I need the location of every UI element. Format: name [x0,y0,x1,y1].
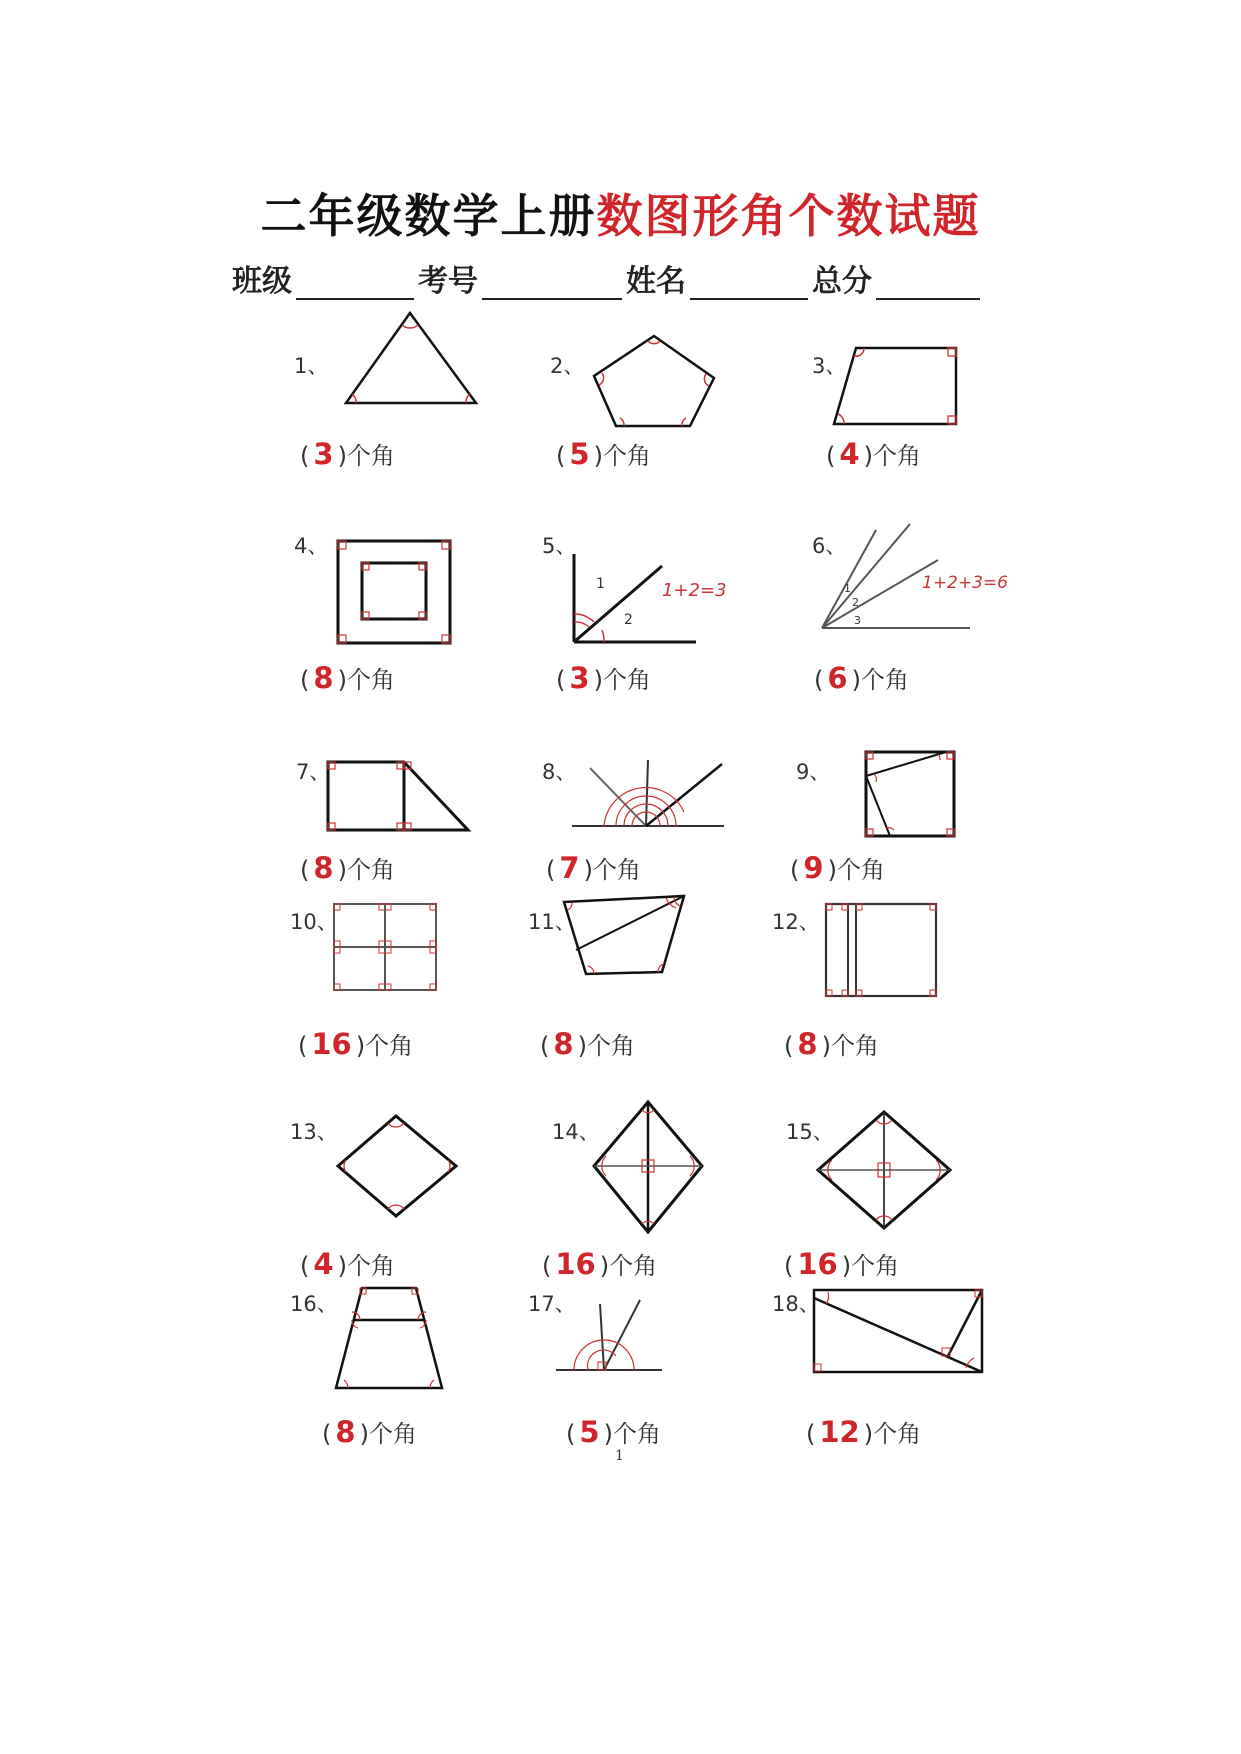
figure-rhombus-diagonals-2 [812,1108,956,1232]
question-number: 8、 [542,760,577,784]
worksheet-title [0,180,1241,246]
answer-line: ( 8 )个角 [322,1415,417,1449]
answer-value: 5 [569,437,590,471]
answer-line: ( 3 )个角 [300,437,395,471]
figure-square-inner-lines [860,746,960,842]
class-label: 班级 [232,264,292,299]
svg-text:1: 1 [596,576,605,592]
svg-text:3: 3 [854,614,861,627]
figure-rectangle-triangle [322,756,472,836]
svg-text:2: 2 [624,612,633,628]
id-blank[interactable] [482,268,622,300]
question-number: 16、 [290,1292,338,1316]
answer-value: 3 [569,661,590,695]
answer-value: 6 [827,661,848,695]
title-part-2: 数图形角个数试题 [596,189,981,243]
question-number: 12、 [772,910,820,934]
figure-nested-squares [330,535,460,650]
id-label: 考号 [418,264,478,299]
score-label: 总分 [812,264,872,299]
answer-line: ( 8 )个角 [540,1027,635,1061]
figure-trapezoid [826,340,966,430]
question-number: 3、 [812,354,847,378]
figure-quadrilateral-diagonal [558,892,688,978]
figure-four-squares [330,900,440,994]
question-number: 10、 [290,910,338,934]
figure-rectangle-strips [822,900,942,1000]
question-number: 15、 [786,1120,834,1144]
answer-value: 3 [313,437,334,471]
figure-rectangle-diagonal [808,1284,988,1380]
question-number: 1、 [294,354,329,378]
figure-trapezoid-midline [330,1284,450,1394]
question-number: 14、 [552,1120,600,1144]
answer-value: 4 [839,437,860,471]
answer-line: ( 8 )个角 [300,661,395,695]
answer-value: 8 [313,851,334,885]
answer-value: 8 [313,661,334,695]
student-info-row [232,258,1032,300]
answer-line: ( 6 )个角 [814,661,909,695]
answer-line: ( 4 )个角 [826,437,921,471]
answer-value: 9 [803,851,824,885]
answer-value: 5 [579,1415,600,1449]
title-part-1: 二年级数学上册 [260,189,597,243]
answer-value: 4 [313,1247,334,1281]
answer-line: ( 9 )个角 [790,851,885,885]
figure-rhombus [332,1110,462,1222]
question-number: 9、 [796,760,831,784]
answer-value: 16 [311,1027,352,1061]
answer-value: 16 [797,1247,838,1281]
answer-value: 7 [559,851,580,885]
name-label: 姓名 [626,264,686,299]
answer-line: ( 7 )个角 [546,851,641,885]
question-number: 4、 [294,534,329,558]
name-blank[interactable] [690,268,808,300]
question-number: 17、 [528,1292,576,1316]
question-number: 13、 [290,1120,338,1144]
answer-line: ( 5 )个角 [556,437,651,471]
svg-text:2: 2 [852,596,859,609]
answer-line: ( 16 )个角 [784,1247,900,1281]
figure-pentagon [590,330,720,430]
answer-line: ( 12 )个角 [806,1415,922,1449]
question-number: 2、 [550,354,585,378]
question-number: 6、 [812,534,847,558]
question-number: 18、 [772,1292,820,1316]
answer-line: ( 4 )个角 [300,1247,395,1281]
question-number: 5、 [542,534,577,558]
handwritten-note: 1+2=3 [662,580,727,601]
answer-value: 8 [553,1027,574,1061]
answer-line: ( 8 )个角 [784,1027,879,1061]
figure-rhombus-diagonals [588,1098,708,1236]
figure-rays-above-line [552,1296,668,1376]
answer-line: ( 3 )个角 [556,661,651,695]
figure-rays-on-line [568,752,738,832]
class-blank[interactable] [296,268,414,300]
figure-triangle [330,305,490,410]
answer-line: ( 8 )个角 [300,851,395,885]
question-number: 7、 [296,760,331,784]
handwritten-note: 1+2+3=6 [922,573,1008,593]
svg-text:1: 1 [844,582,851,595]
answer-line: ( 16 )个角 [542,1247,658,1281]
answer-value: 16 [555,1247,596,1281]
answer-value: 8 [335,1415,356,1449]
figure-multiple-rays [814,518,1008,638]
answer-value: 8 [797,1027,818,1061]
answer-value: 12 [819,1415,860,1449]
question-number: 11、 [528,910,576,934]
figure-angle-with-ray [566,550,736,650]
page-number: 1 [615,1448,624,1464]
score-blank[interactable] [876,268,980,300]
answer-line: ( 5 )个角 [566,1415,661,1449]
answer-line: ( 16 )个角 [298,1027,414,1061]
